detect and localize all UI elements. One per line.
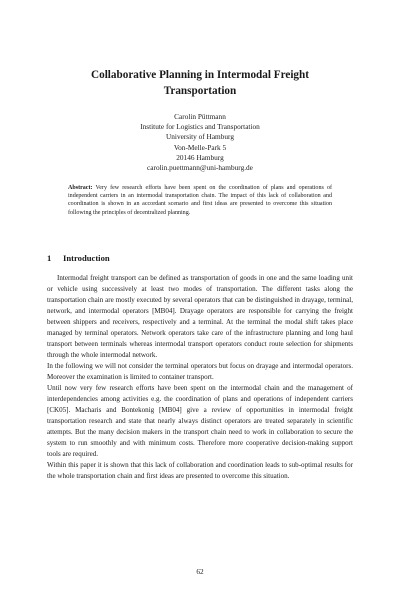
- body-paragraph: Intermodal freight transport can be defined as transportation of goods in one and the same loading unit or vehicle using successively at least two modes of transportation. The different tasks along the transportation chain are mostly executed by several operators that can be distinguished in drayage, terminal, network, and intermodal operators [MB04]. Drayage operators are responsible for carrying the freight between shippers and receivers, respectively and a terminal. At the terminal the modal shift takes place managed by terminal operators. Network operators take care of the infrastructure planning and long haul transport between terminals whereas intermodal transport operators conduct route selection for shipments through the whole intermodal network.: [47, 274, 353, 360]
- section-heading: [47, 252, 110, 264]
- body-paragraph: Within this paper it is shown that this lack of collaboration and coordination leads to sub-optimal results for the whole transportation chain and first ideas are presented to overcome this situation.: [47, 461, 353, 481]
- author-street: Von-Melle-Park 5: [173, 142, 227, 152]
- body-paragraph: Until now very few research efforts have been spent on the intermodal chain and the management of interdependencies among activities e.g. the coordination of plans and operations of independent carriers [CK05]. Macharis and Bontekonig [MB04] give a review of opportunities in intermodal freight transportation research and state that nearly always distinct operators are treated separately in scientific attempts. But the many decision makers in the transport chain need to work in collaboration to secure the system to run smoothly and with minimum costs. Therefore more cooperative decision-making support tools are required.: [47, 384, 353, 459]
- abstract-text: Very few research efforts have been spent on the coordination of plans and operations of independent carriers in an intermodal transportation chain. The impact of this lack of collaboration and coordination is shown in an accordant scenario and first ideas are presented to overcome this situation following the principles of decentralized planning.: [68, 185, 332, 216]
- section-number: 1: [47, 253, 52, 263]
- author-university: University of Hamburg: [166, 132, 234, 142]
- author-city: 20146 Hamburg: [176, 152, 224, 162]
- page-number: 62: [196, 567, 204, 576]
- section-title: Introduction: [63, 253, 110, 263]
- body-paragraph: In the following we will not consider the terminal operators but focus on drayage and intermodal operators. Moreover the examination is limited to container transport.: [47, 362, 353, 382]
- author-email: carolin.puettmann@uni-hamburg.de: [147, 163, 253, 173]
- author-block: [60, 112, 340, 173]
- abstract: [68, 184, 332, 217]
- abstract-label: Abstract:: [68, 185, 93, 191]
- section-body: [47, 273, 353, 482]
- author-institute: Institute for Logistics and Transportation: [140, 122, 260, 132]
- author-name: Carolin Püttmann: [174, 112, 226, 121]
- paper-title: Collaborative Planning in Intermodal Freight Transportation: [91, 69, 309, 97]
